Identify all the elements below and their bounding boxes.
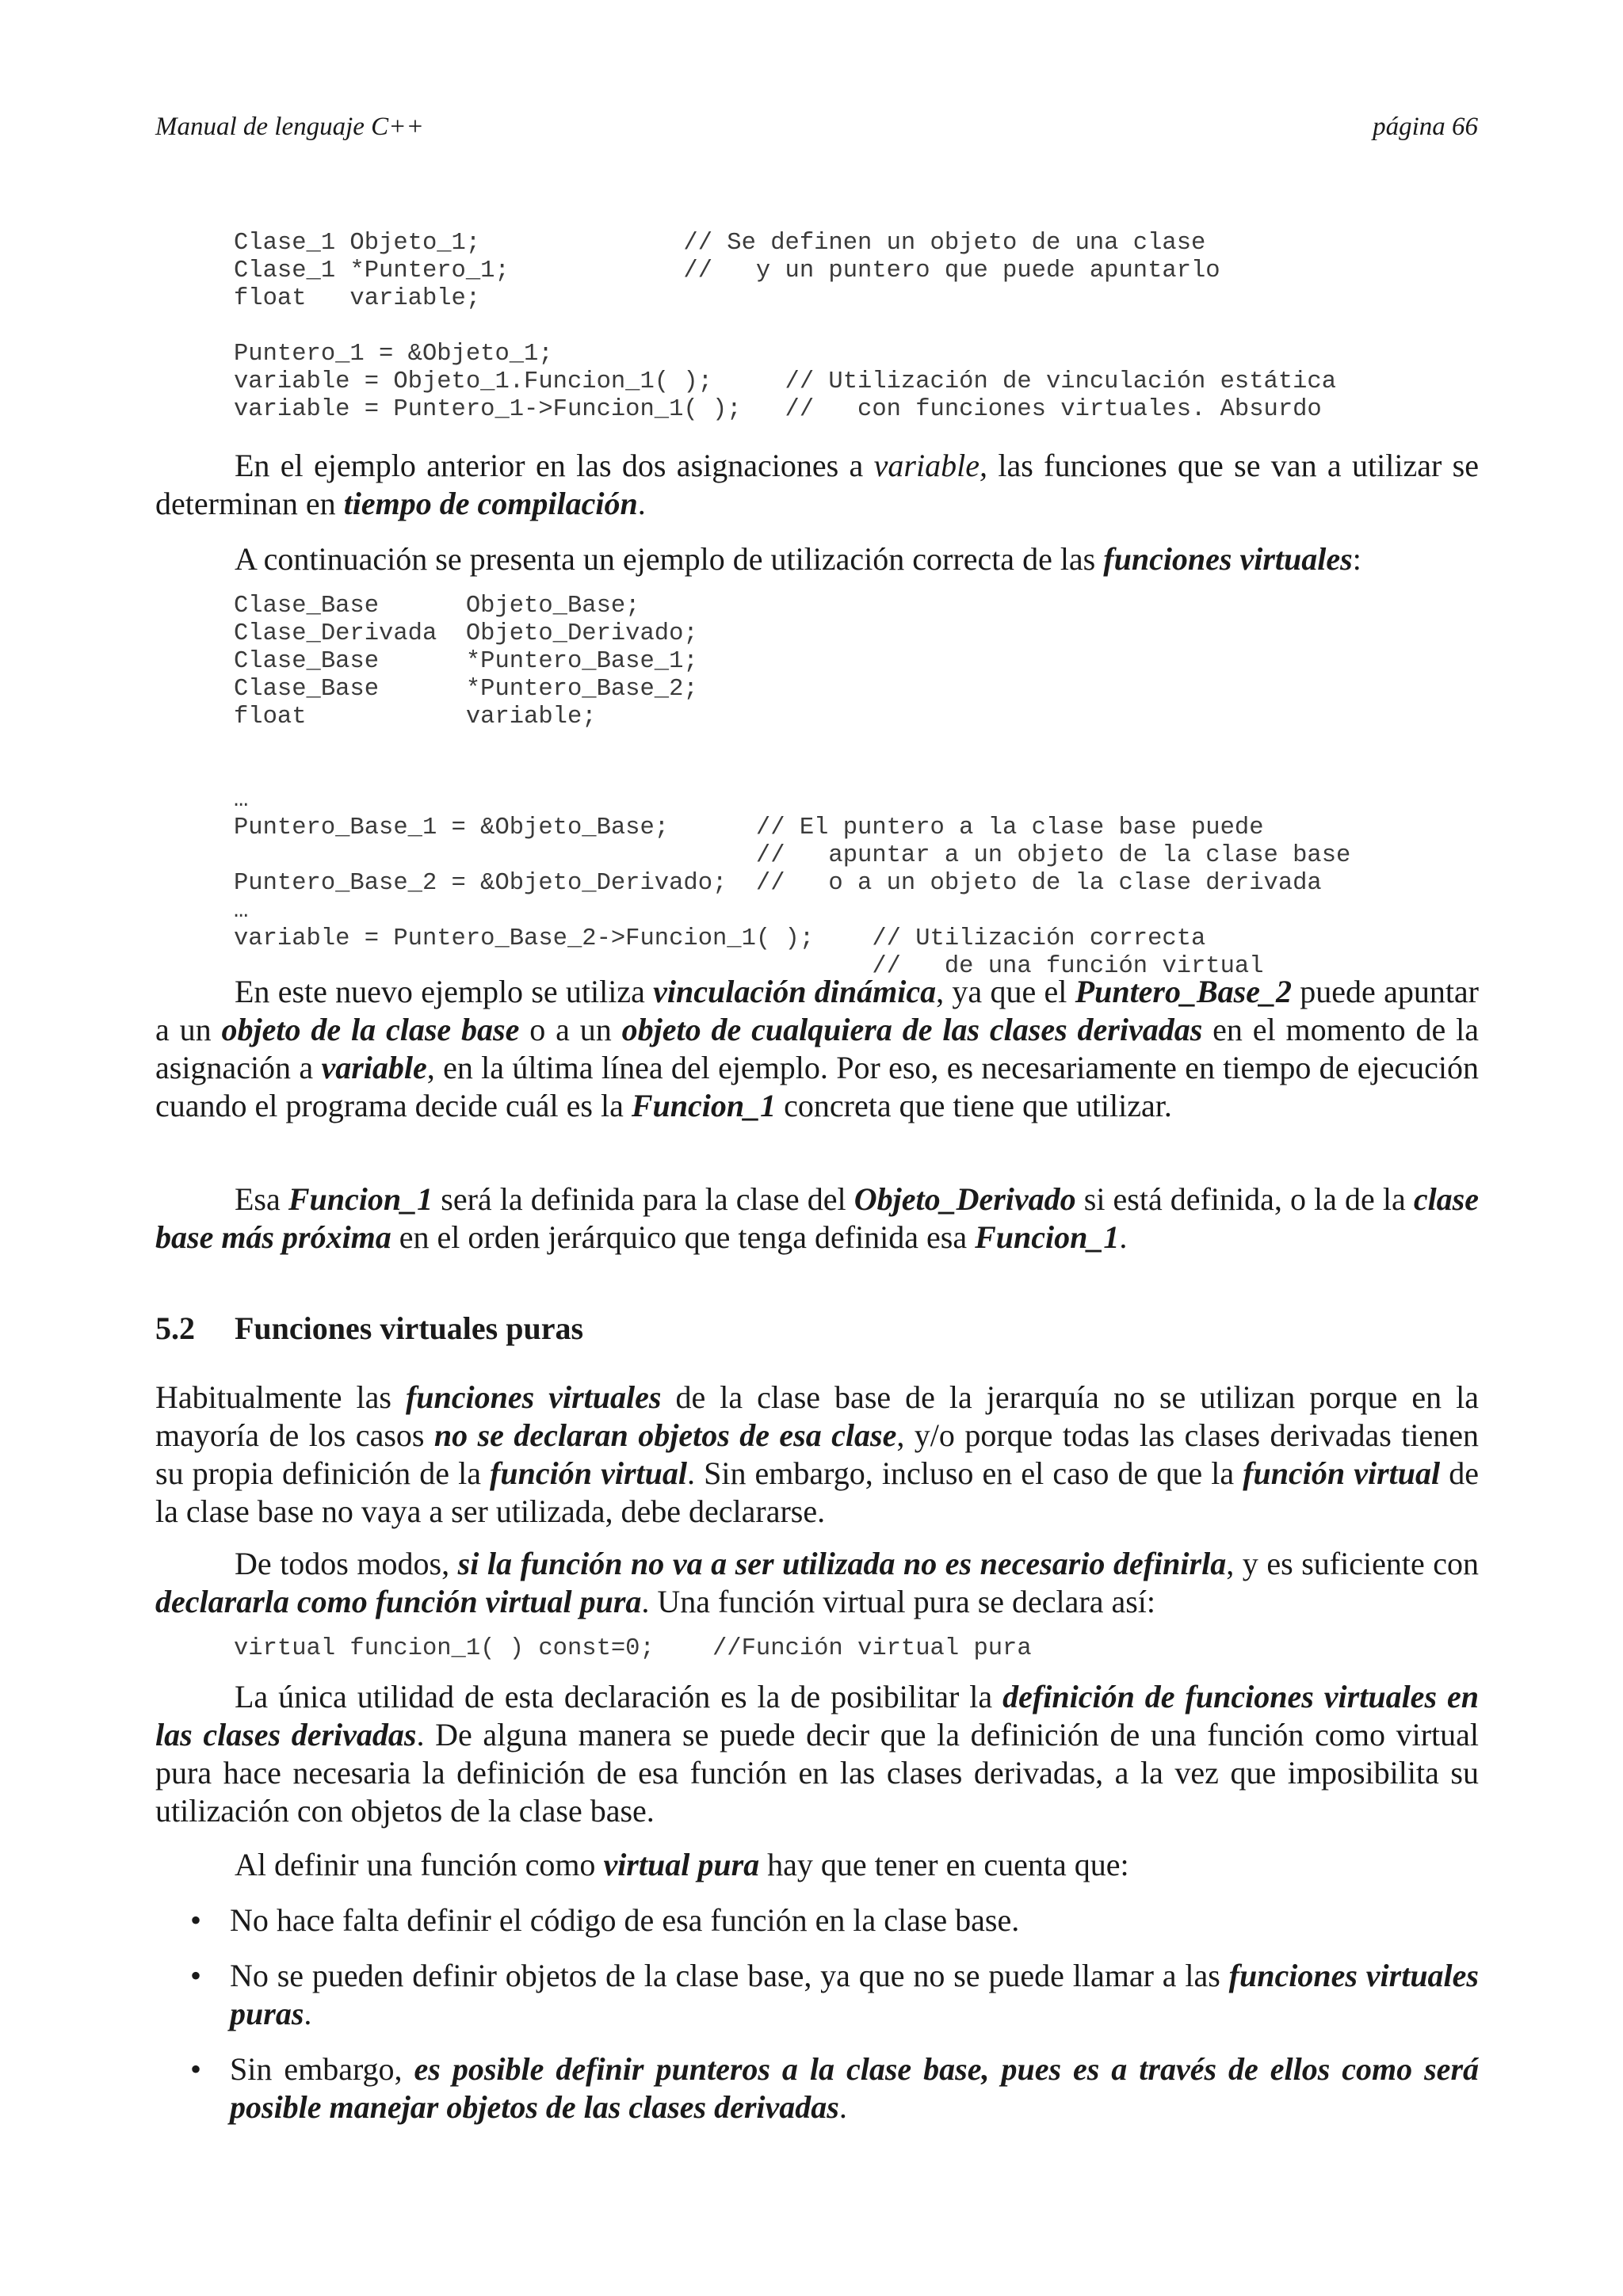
running-header-title: Manual de lenguaje C++ xyxy=(155,113,424,141)
bullet-icon: • xyxy=(190,2051,202,2087)
section-number: 5.2 xyxy=(155,1310,195,1346)
page-number: página 66 xyxy=(1373,113,1478,141)
paragraph-static-binding: En el ejemplo anterior en las dos asignaciones a variable, las funciones que se van a utilizar se determinan en tiempo de compilación. xyxy=(155,448,1480,521)
bullet-icon: • xyxy=(190,1902,202,1938)
paragraph-pure-virtual-motivation: Habitualmente las funciones virtuales de la clase base de la jerarquía no se utilizan porque en la mayoría de los casos no se declaran objetos de esa clase, y/o porque todas las clases derivadas tienen su propia definición de la función virtual. Sin embargo, incluso en el caso de que la función virtual de la clase base no vaya a ser utilizada, debe declararse. xyxy=(155,1379,1479,1529)
list-item: • No se pueden definir objetos de la clase base, ya que no se puede llamar a las funciones virtuales puras. xyxy=(190,1958,1479,2031)
bullet-icon: • xyxy=(190,1958,202,1993)
section-heading xyxy=(155,1310,583,1347)
code-block-static-binding: Clase_1 Objeto_1; // Se definen un objeto de una clase Clase_1 *Puntero_1; // y un puntero que puede apuntarlo float variable; Puntero_1 = &Objeto_1; variable = Objeto_1.Funcion_1( ); // Utilización de vinculación estática variable = Puntero_1->Funcion_1( ); // con funciones virtuales. Absurdo xyxy=(234,230,1337,423)
list-item: • Sin embargo, es posible definir punteros a la clase base, pues es a través de ellos como será posible manejar objetos de las clases derivadas. xyxy=(190,2051,1480,2125)
paragraph-intro-example: A continuación se presenta un ejemplo de utilización correcta de las funciones virtuales: xyxy=(235,541,1361,577)
paragraph-dynamic-binding: En este nuevo ejemplo se utiliza vinculación dinámica, ya que el Puntero_Base_2 puede apuntar a un objeto de la clase base o a un objeto de cualquiera de las clases derivadas en el momento de la asignación a variable, en la última línea del ejemplo. Por eso, es necesariamente en tiempo de ejecución cuando el programa decide cuál es la Funcion_1 concreta que tiene que utilizar. xyxy=(155,974,1480,1123)
code-block-dynamic-binding: Clase_Base Objeto_Base; Clase_Derivada Objeto_Derivado; Clase_Base *Puntero_Base_1; Clase_Base *Puntero_Base_2; float variable; … Puntero_Base_1 = &Objeto_Base; // El puntero a la clase base puede // apuntar a un objeto de la clase base Puntero_Base_2 = &Objeto_Derivado; // o a un objeto de la clase derivada … variable = Puntero_Base_2->Funcion_1( ); // Utilización correcta // de una función virtual xyxy=(234,593,1351,980)
paragraph-funcion-resolution: Esa Funcion_1 será la definida para la clase del Objeto_Derivado si está definida, o la de la clase base más próxima en el orden jerárquico que tenga definida esa Funcion_1. xyxy=(155,1181,1479,1255)
list-item: • No hace falta definir el código de esa función en la clase base. xyxy=(190,1902,1020,1938)
paragraph-considerations: Al definir una función como virtual pura hay que tener en cuenta que: xyxy=(235,1847,1129,1882)
paragraph-pure-virtual-declaration: De todos modos, si la función no va a ser utilizada no es necesario definirla, y es suficiente con declararla como función virtual pura. Una función virtual pura se declara así: xyxy=(155,1546,1480,1619)
paragraph-pure-virtual-utility: La única utilidad de esta declaración es la de posibilitar la definición de funciones virtuales en las clases derivadas. De alguna manera se puede decir que la definición de una función como virtual pura hace necesaria la definición de esa función en las clases derivadas, a la vez que imposibilita su utilización con objetos de la clase base. xyxy=(155,1679,1479,1829)
section-title: Funciones virtuales puras xyxy=(235,1310,584,1346)
code-block-pure-virtual: virtual funcion_1( ) const=0; //Función virtual pura xyxy=(234,1635,1032,1662)
